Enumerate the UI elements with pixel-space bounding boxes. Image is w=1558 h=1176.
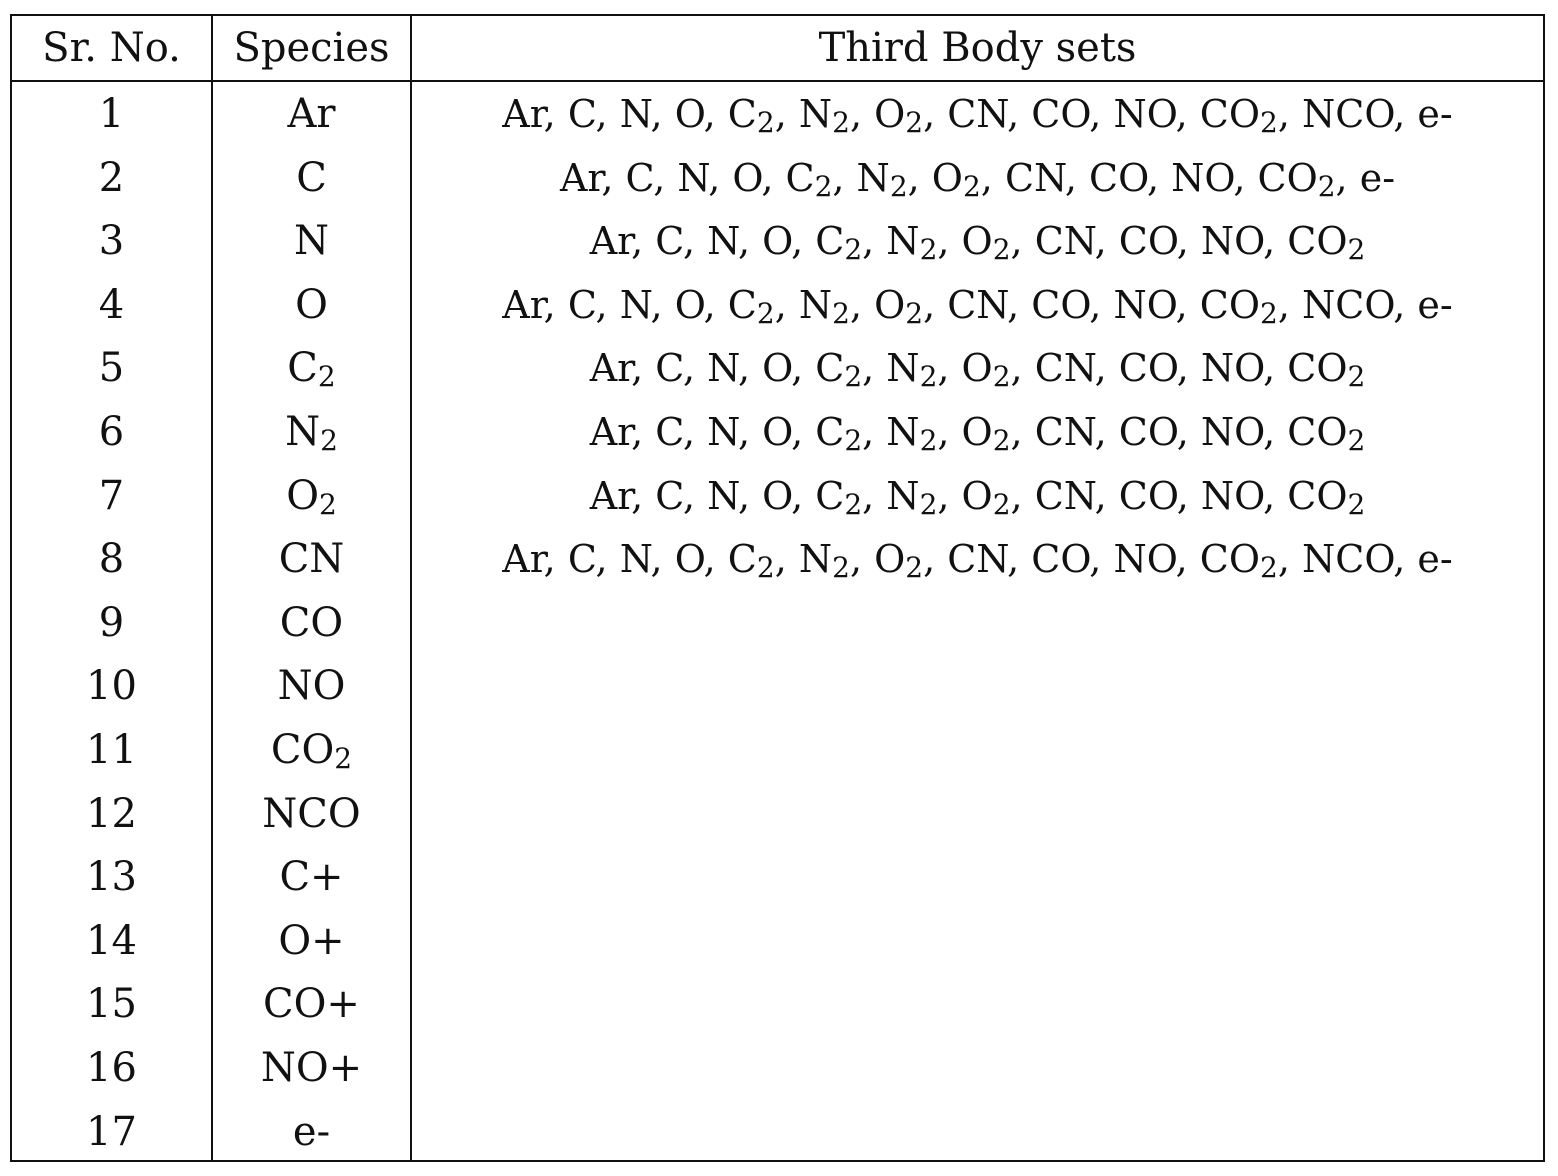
row-third-body-set: Ar, C, N, O, C 2 , N 2 , O 2 , CN, CO, NO, CO 2: [589, 219, 1366, 266]
row-number: 15: [86, 981, 137, 1027]
row-species: N 2: [285, 409, 338, 457]
row-third-body-set: Ar, C, N, O, C 2 , N 2 , O 2 , CN, CO, NO, CO 2: [589, 346, 1366, 393]
header-sr-no: Sr. No.: [42, 25, 181, 71]
row-number: 8: [98, 536, 125, 582]
row-species: N: [294, 218, 329, 264]
row-species: NO+: [260, 1045, 363, 1091]
row-number: 10: [86, 663, 137, 709]
row-species: C+: [279, 854, 344, 900]
row-species: O 2: [286, 473, 337, 521]
row-species: e-: [292, 1109, 331, 1155]
row-number: 1: [98, 91, 125, 137]
row-third-body-set: Ar, C, N, O, C 2 , N 2 , O 2 , CN, CO, NO, CO 2: [589, 410, 1366, 457]
row-species: CO: [279, 600, 344, 646]
row-number: 17: [86, 1109, 137, 1155]
row-species: CO 2: [270, 727, 353, 775]
row-third-body-set: Ar, C, N, O, C 2 , N 2 , O 2 , CN, CO, NO, CO 2: [589, 474, 1366, 521]
row-number: 7: [98, 473, 125, 519]
row-species: NCO: [262, 791, 361, 837]
row-species: CO+: [263, 981, 360, 1027]
row-third-body-set: Ar, C, N, O, C 2 , N 2 , O 2 , CN, CO, NO, CO 2 , NCO, e-: [502, 537, 1453, 584]
row-number: 13: [86, 854, 137, 900]
species-table: [10, 14, 1545, 1162]
header-divider: [12, 80, 1543, 82]
row-number: 2: [98, 155, 125, 201]
row-number: 16: [86, 1045, 137, 1091]
header-third-body-sets: Third Body sets: [818, 25, 1137, 71]
row-species: O: [295, 282, 328, 328]
row-third-body-set: Ar, C, N, O, C 2 , N 2 , O 2 , CN, CO, NO, CO 2 , NCO, e-: [502, 92, 1453, 139]
row-species: CN: [278, 536, 345, 582]
row-species: Ar: [287, 91, 336, 137]
row-number: 4: [98, 282, 125, 328]
header-species: Species: [233, 25, 390, 71]
row-number: 11: [86, 727, 137, 773]
row-number: 12: [86, 791, 137, 837]
row-species: O+: [278, 918, 345, 964]
row-number: 9: [98, 600, 125, 646]
row-species: NO: [277, 663, 346, 709]
row-number: 6: [98, 409, 125, 455]
row-species: C: [296, 155, 327, 201]
row-number: 14: [86, 918, 137, 964]
row-species: C 2: [287, 345, 336, 393]
row-number: 5: [98, 345, 125, 391]
row-number: 3: [98, 218, 125, 264]
row-third-body-set: Ar, C, N, O, C 2 , N 2 , O 2 , CN, CO, NO, CO 2 , e-: [559, 156, 1396, 203]
row-third-body-set: Ar, C, N, O, C 2 , N 2 , O 2 , CN, CO, NO, CO 2 , NCO, e-: [502, 283, 1453, 330]
